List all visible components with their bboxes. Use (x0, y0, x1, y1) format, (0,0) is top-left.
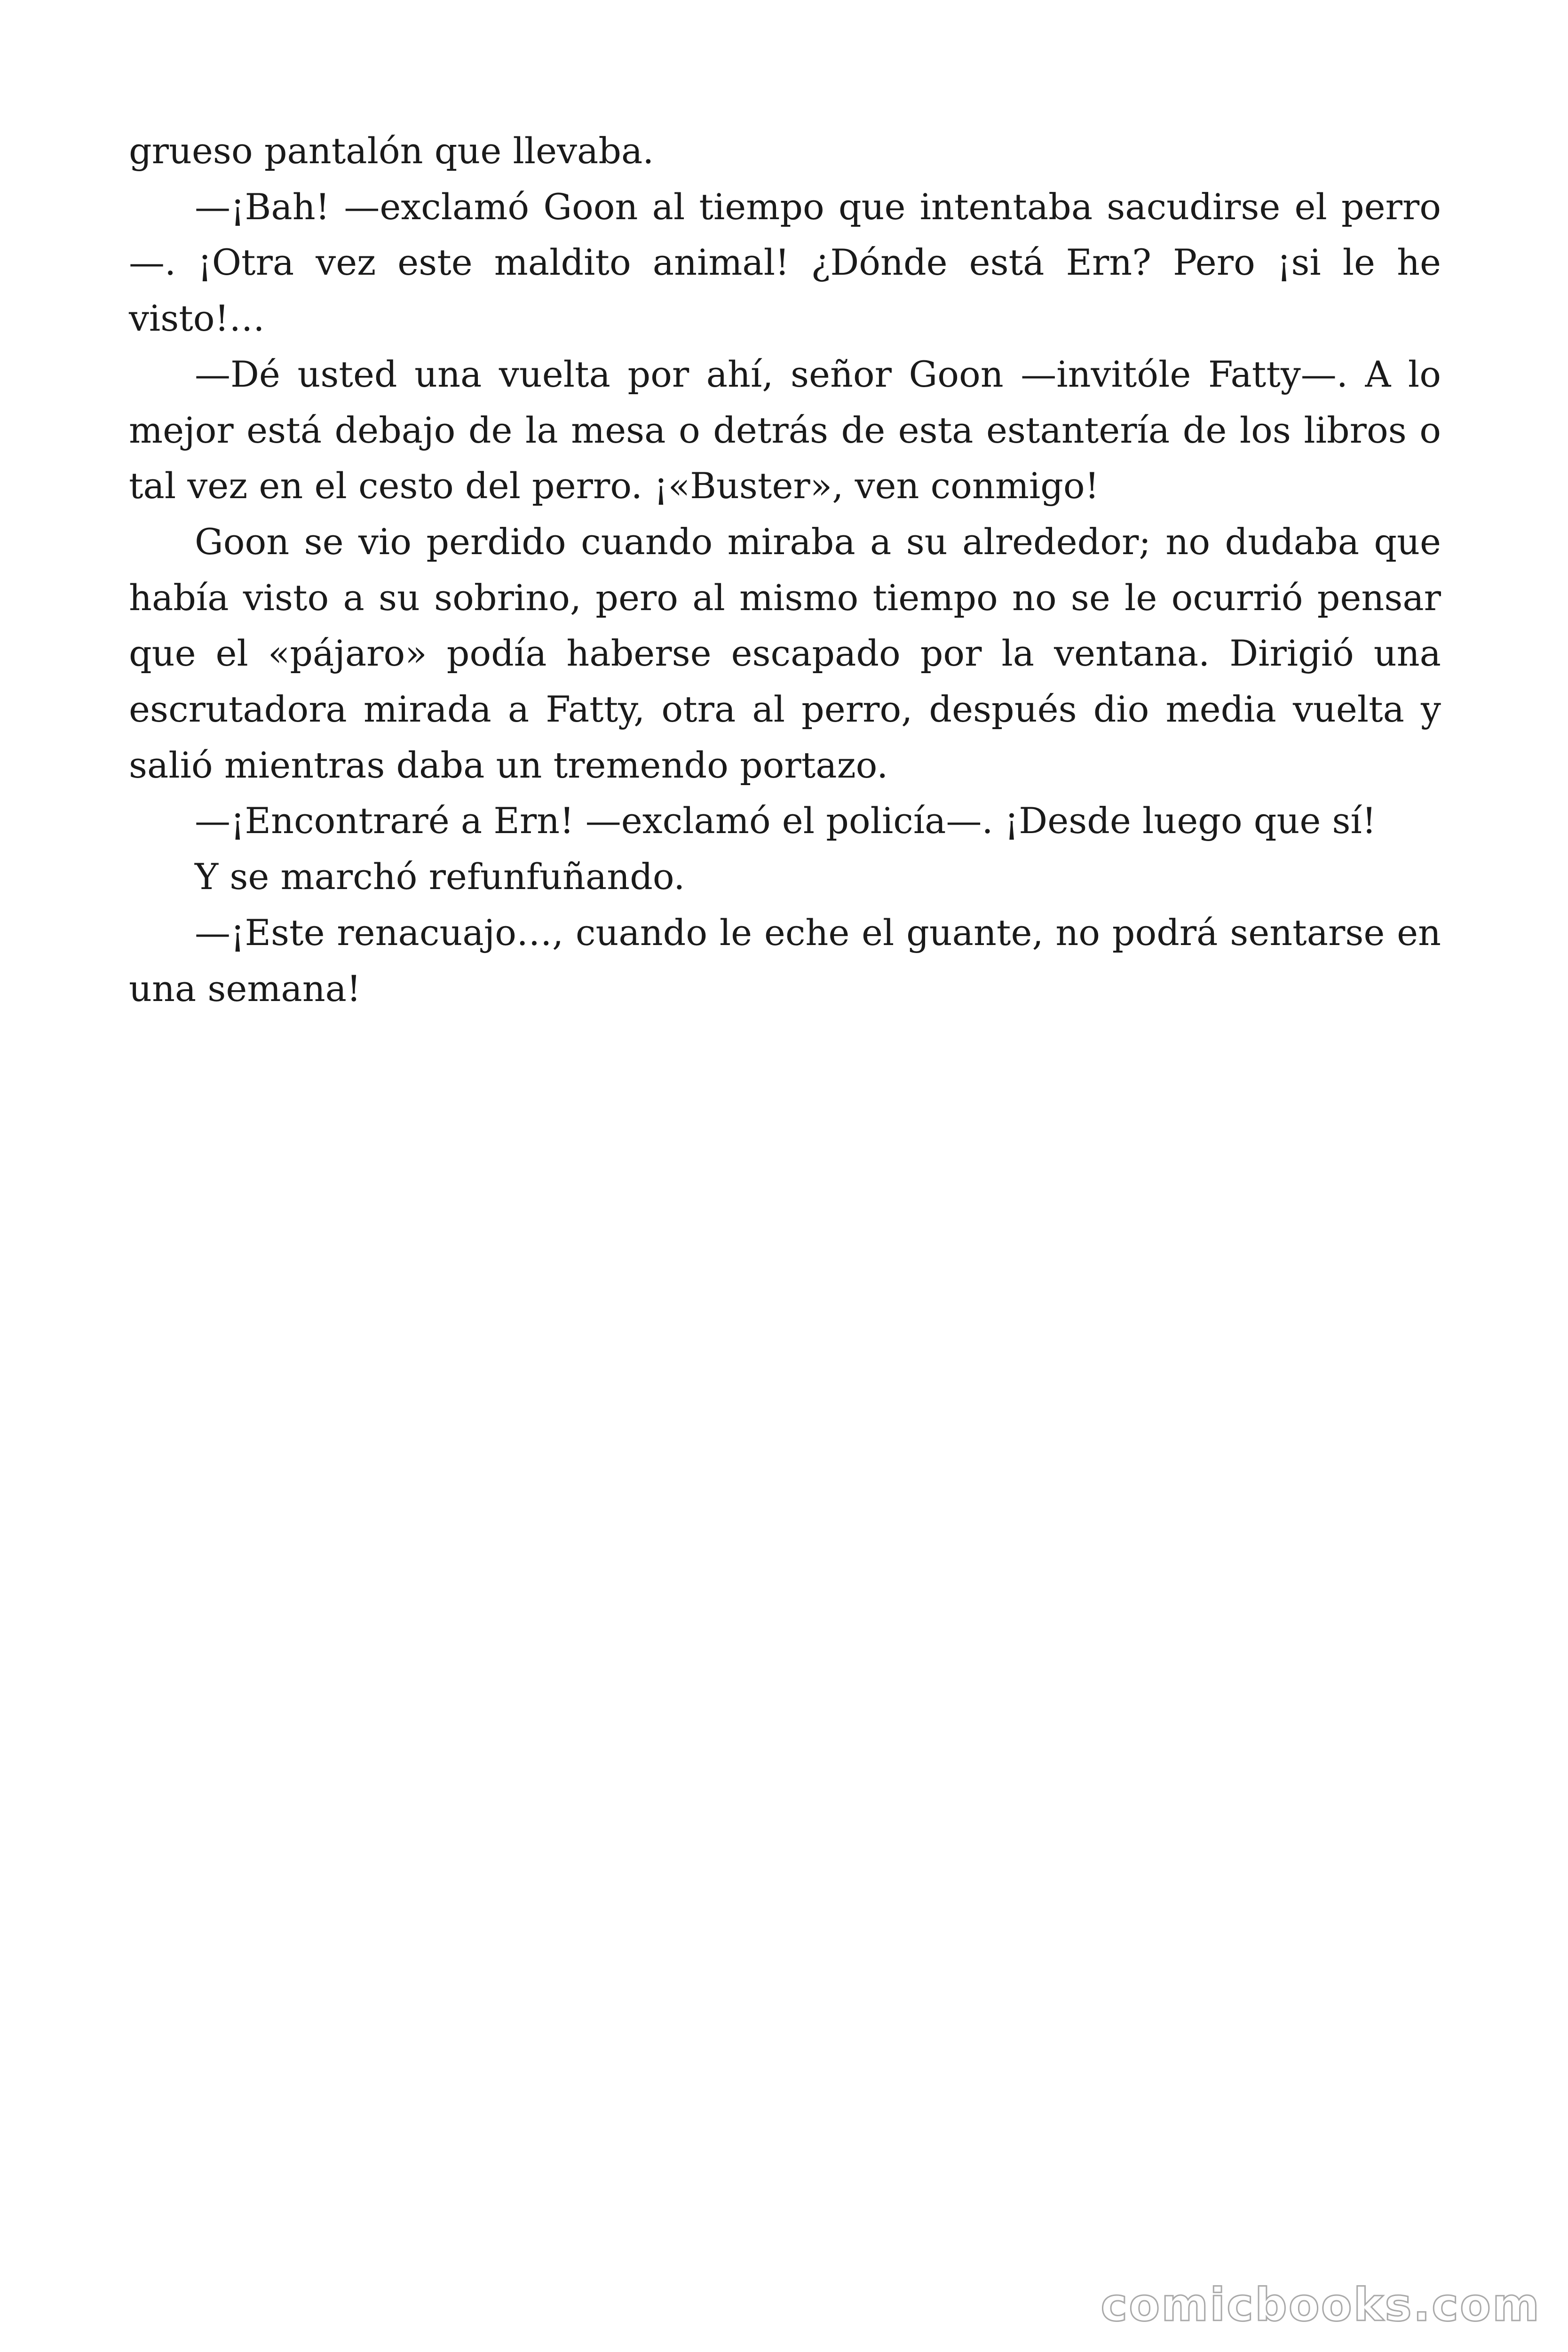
paragraph-narration-goon: Goon se vio perdido cuando miraba a su alrededor; no dudaba que había visto a su sobrino, pero al mismo tiempo no se le ocurrió pensar que el «pájaro» podía haberse escapado por la ventana. Dirigió una escrutadora mirada a Fatty, otra al perro, después dio media vuelta y salió mientras daba un tremendo portazo. (129, 520, 1441, 786)
paragraph-dialogue-encontrare: —¡Encontraré a Ern! —exclamó el policía—. ¡Desde luego que sí! (195, 800, 1377, 842)
body-text (129, 123, 1441, 1017)
paragraph-dialogue-renacuajo: —¡Este renacuajo…, cuando le eche el guante, no podrá sentarse en una semana! (129, 911, 1441, 1009)
paragraph-dialogue-bah: —¡Bah! —exclamó Goon al tiempo que intentaba sacudirse el perro—. ¡Otra vez este maldito animal! ¿Dónde está Ern? Pero ¡si le he visto!… (129, 185, 1441, 340)
watermark-logo: comicbooks.com (1101, 2279, 1541, 2331)
paragraph-dialogue-fatty: —Dé usted una vuelta por ahí, señor Goon —invitóle Fatty—. A lo mejor está debajo de la mesa o detrás de esta estantería de los libros o tal vez en el cesto del perro. ¡«Buster», ven conmigo! (129, 353, 1441, 507)
paragraph-narration-marcho: Y se marchó refunfuñando. (195, 856, 685, 898)
paragraph-continuation: grueso pantalón que llevaba. (129, 130, 654, 172)
